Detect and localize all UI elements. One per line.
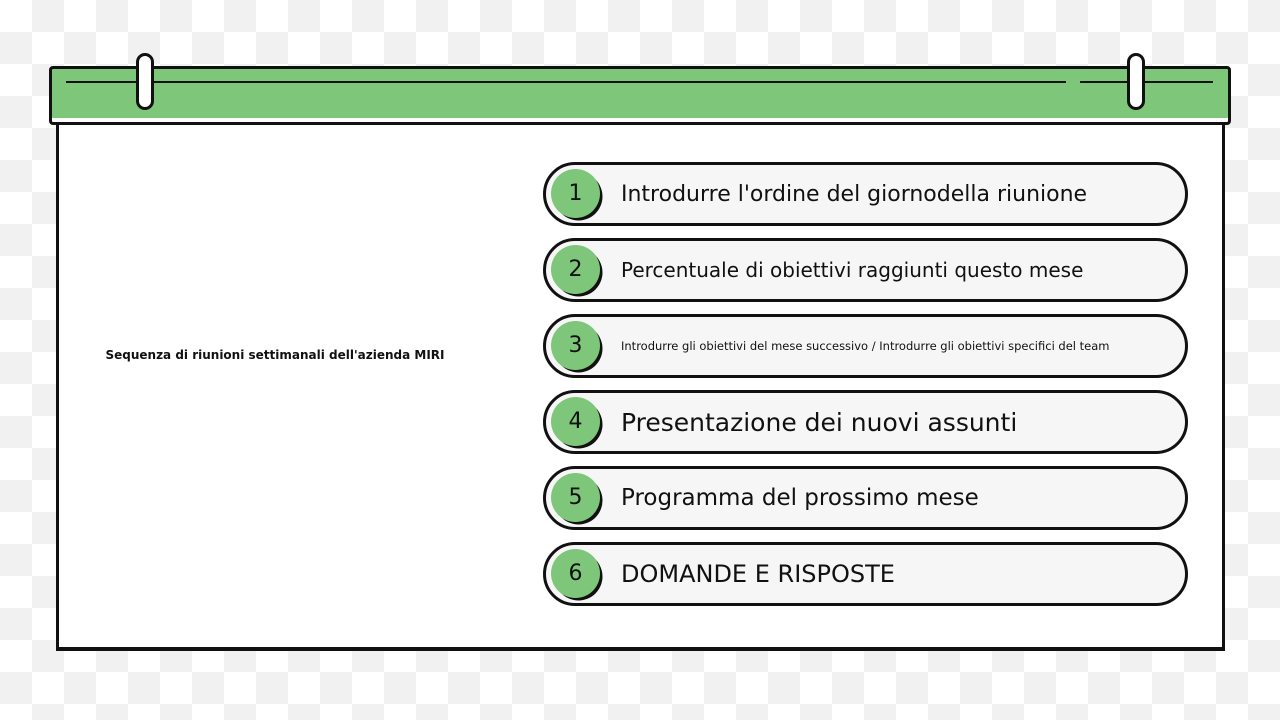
agenda-item-label: Introdurre l'ordine del giornodella riunione	[621, 181, 1088, 207]
agenda-item-2	[543, 238, 1188, 302]
number-badge: 3	[551, 321, 600, 370]
board-header-bar	[49, 66, 1231, 125]
number-badge: 1	[551, 169, 600, 218]
agenda-item-4	[543, 390, 1188, 454]
number-badge: 2	[551, 245, 600, 294]
agenda-item-6	[543, 542, 1188, 606]
agenda-item-3	[543, 314, 1188, 378]
agenda-item-label: Programma del prossimo mese	[621, 485, 979, 511]
pin-right-icon	[1127, 53, 1145, 110]
agenda-item-label: Introdurre gli obiettivi del mese successivo / Introdurre gli obiettivi specifici del team	[621, 339, 1110, 353]
number-badge: 6	[551, 549, 600, 598]
number-badge: 4	[551, 397, 600, 446]
agenda-item-1	[543, 162, 1188, 226]
number-badge: 5	[551, 473, 600, 522]
slide-subtitle: Sequenza di riunioni settimanali dell'azienda MIRI	[105, 348, 445, 362]
header-line-right	[1080, 81, 1213, 83]
agenda-item-label: DOMANDE E RISPOSTE	[621, 560, 895, 588]
header-line-left	[66, 81, 1066, 83]
pin-left-icon	[136, 53, 154, 110]
agenda-item-5	[543, 466, 1188, 530]
agenda-item-label: Presentazione dei nuovi assunti	[621, 407, 1018, 437]
agenda-item-label: Percentuale di obiettivi raggiunti questo mese	[621, 258, 1084, 282]
